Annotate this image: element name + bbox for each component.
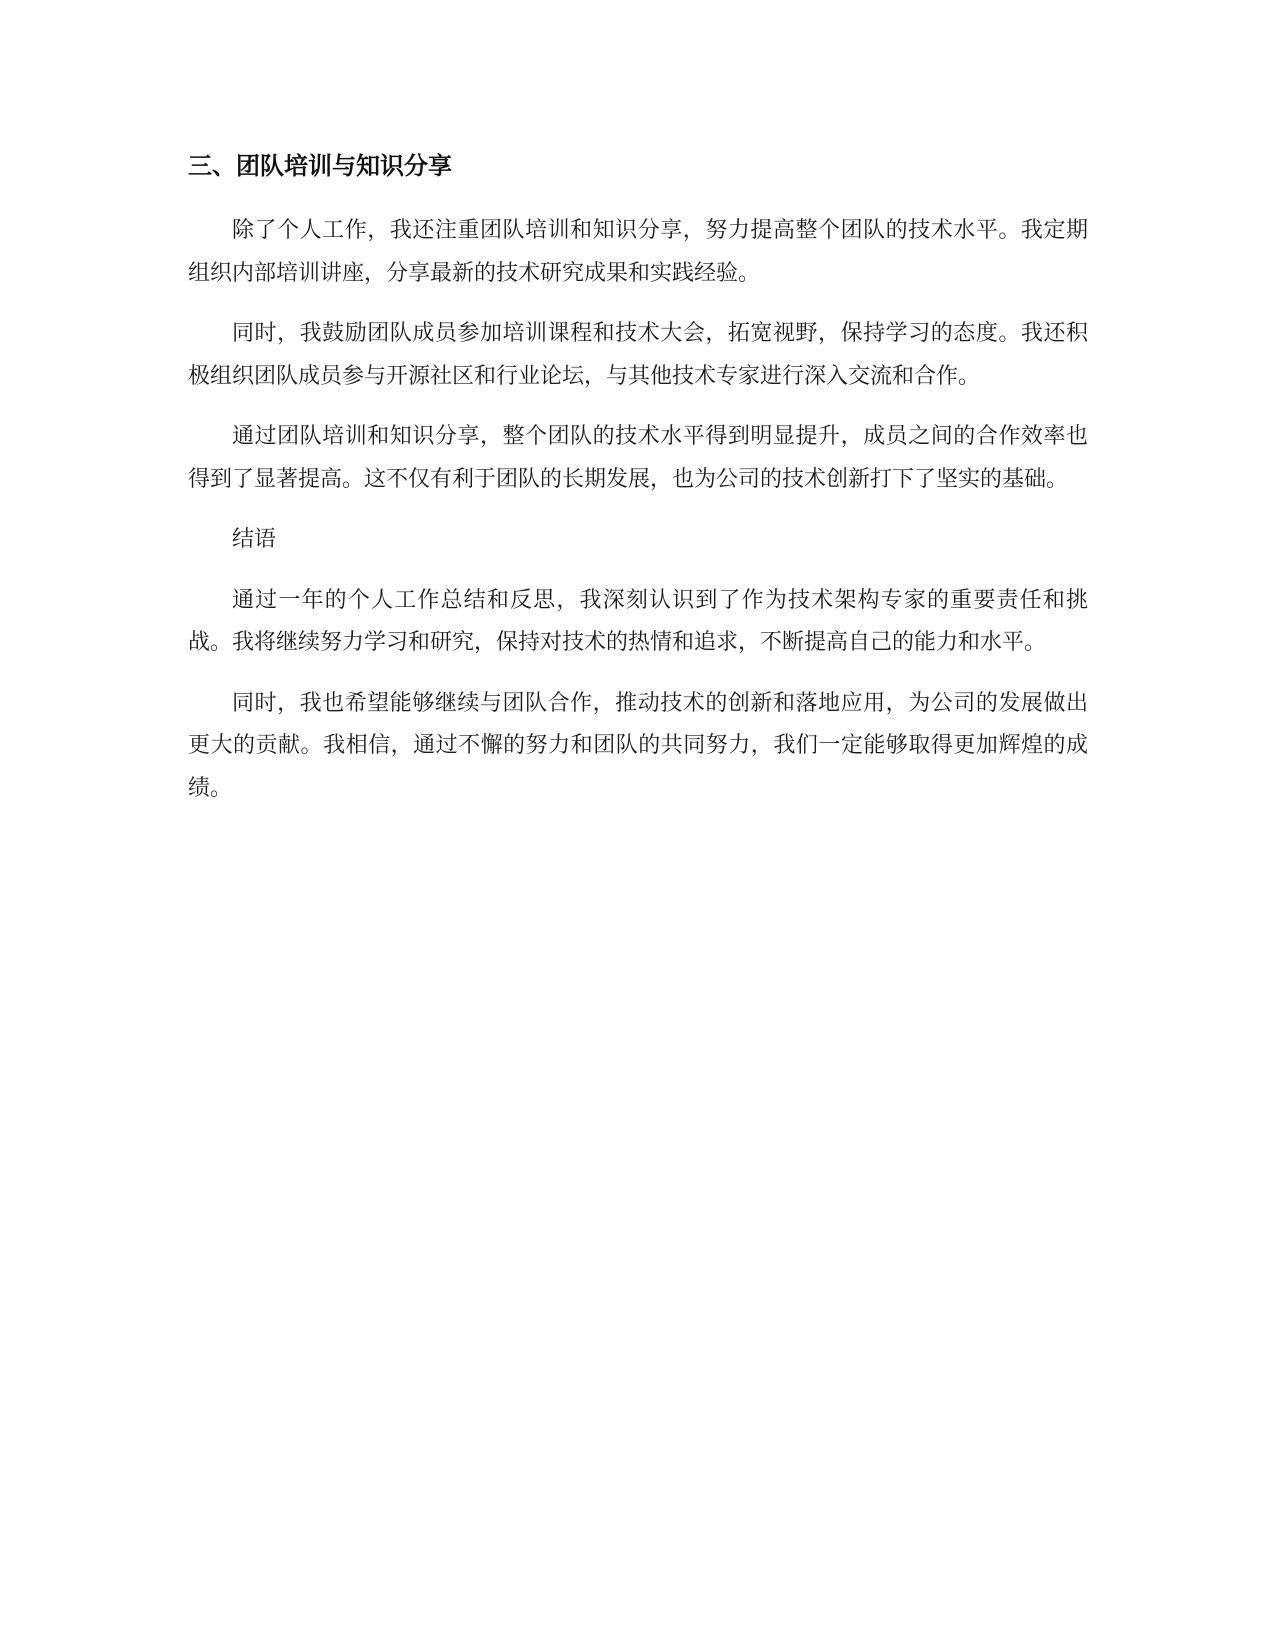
- paragraph-team-training-intro: 除了个人工作，我还注重团队培训和知识分享，努力提高整个团队的技术水平。我定期组织内部培训讲座，分享最新的技术研究成果和实践经验。: [188, 218, 1088, 286]
- document-body: [188, 148, 1088, 828]
- paragraph-reflection: 通过一年的个人工作总结和反思，我深刻认识到了作为技术架构专家的重要责任和挑战。我将继续努力学习和研究，保持对技术的热情和追求，不断提高自己的能力和水平。: [188, 587, 1088, 655]
- paragraph-future-outlook: 同时，我也希望能够继续与团队合作，推动技术的创新和落地应用，为公司的发展做出更大的贡献。我相信，通过不懈的努力和团队的共同努力，我们一定能够取得更加辉煌的成绩。: [188, 690, 1088, 801]
- paragraph-training-results: 通过团队培训和知识分享，整个团队的技术水平得到明显提升，成员之间的合作效率也得到了显著提高。这不仅有利于团队的长期发展，也为公司的技术创新打下了坚实的基础。: [188, 424, 1088, 492]
- paragraph-encourage-learning: 同时，我鼓励团队成员参加培训课程和技术大会，拓宽视野，保持学习的态度。我还积极组织团队成员参与开源社区和行业论坛，与其他技术专家进行深入交流和合作。: [188, 321, 1088, 389]
- conclusion-heading: 结语: [232, 527, 277, 552]
- section-heading: 三、团队培训与知识分享: [188, 152, 452, 180]
